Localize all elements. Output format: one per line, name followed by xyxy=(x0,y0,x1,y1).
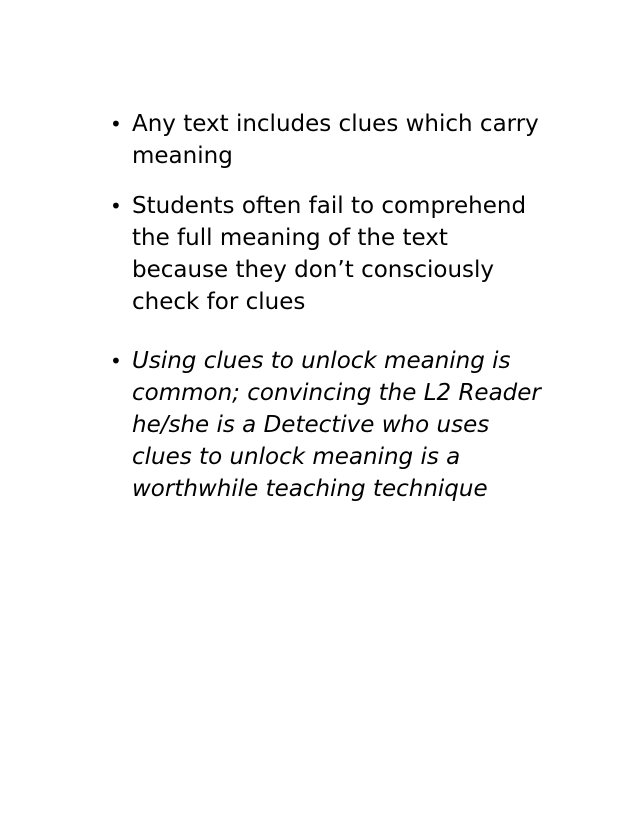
bullet-item xyxy=(110,108,550,172)
bullet-item xyxy=(110,190,550,318)
bullet-text: Using clues to unlock meaning is common; convincing the L2 Reader he/she is a Detective who uses clues to unlock meaning is a worthwhile teaching technique xyxy=(132,348,541,502)
bullet-marker-icon: • xyxy=(110,194,122,218)
bullet-list xyxy=(110,108,550,505)
bullet-text: Students often fail to comprehend the full meaning of the text because they don’t consciously check for clues xyxy=(132,193,527,315)
bullet-marker-icon: • xyxy=(110,112,122,136)
bullet-marker-icon: • xyxy=(110,349,122,373)
bullet-text: Any text includes clues which carry meaning xyxy=(132,111,539,169)
bullet-item xyxy=(110,345,550,505)
